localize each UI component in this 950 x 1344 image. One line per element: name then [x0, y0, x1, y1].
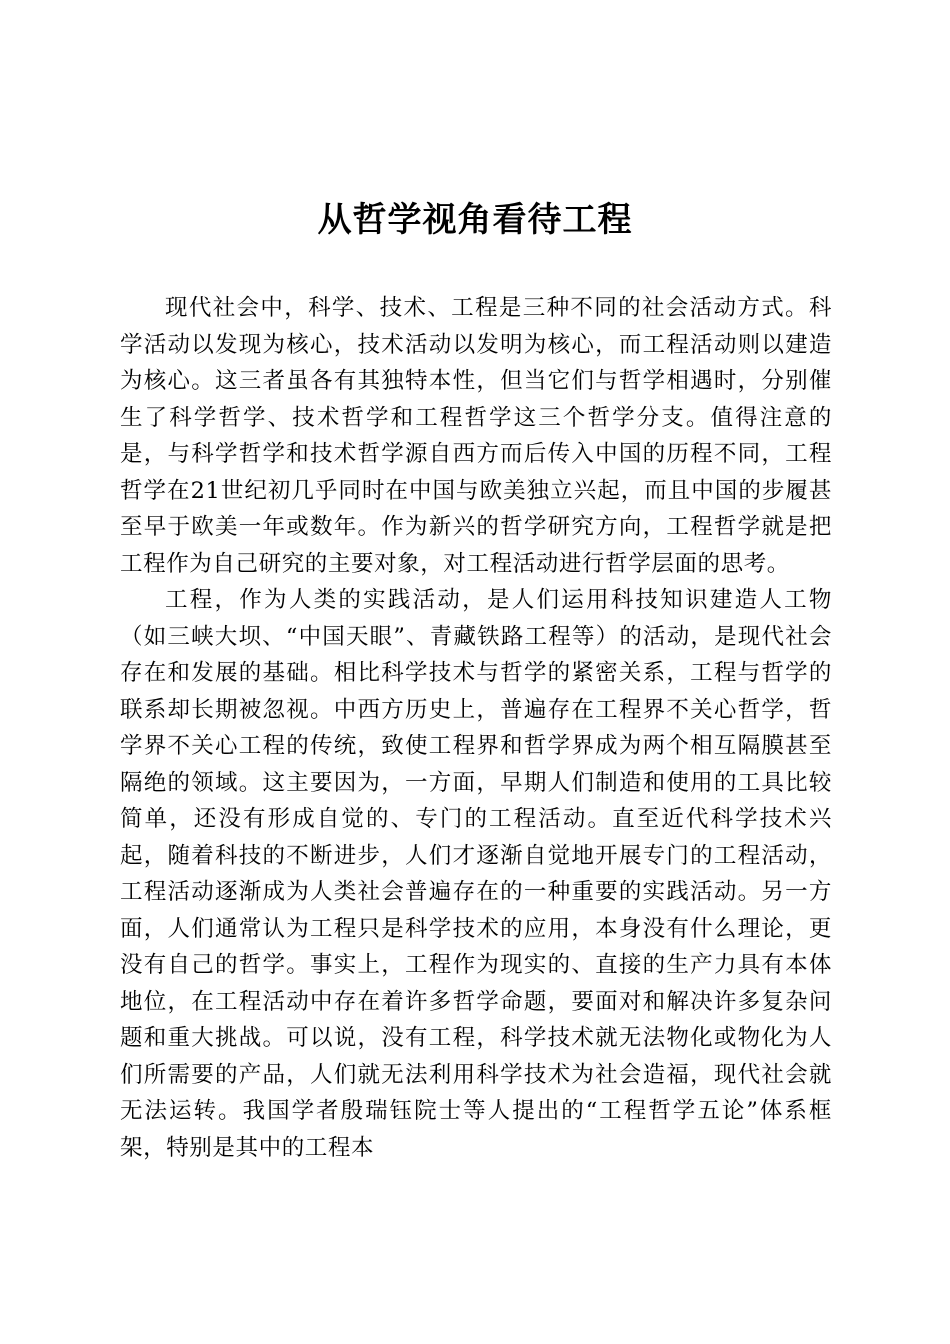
paragraph-1: 现代社会中，科学、技术、工程是三种不同的社会活动方式。科学活动以发现为核心，技术活动以发明为核心，而工程活动则以建造为核心。这三者虽各有其独特本性，但当它们与哲学相遇时，分别催生了科学哲学、技术哲学和工程哲学这三个哲学分支。值得注意的是，与科学哲学和技术哲学源自西方而后传入中国的历程不同，工程哲学在21世纪初几乎同时在中国与欧美独立兴起，而且中国的步履甚至早于欧美一年或数年。作为新兴的哲学研究方向，工程哲学就是把工程作为自己研究的主要对象，对工程活动进行哲学层面的思考。 [120, 295, 832, 577]
paragraph-2: 工程，作为人类的实践活动，是人们运用科技知识建造人工物（如三峡大坝、“中国天眼”、青藏铁路工程等）的活动，是现代社会存在和发展的基础。相比科学技术与哲学的紧密关系，工程与哲学的联系却长期被忽视。中西方历史上，普遍存在工程界不关心哲学，哲学界不关心工程的传统，致使工程界和哲学界成为两个相互隔膜甚至隔绝的领域。这主要因为，一方面，早期人们制造和使用的工具比较简单，还没有形成自觉的、专门的工程活动。直至近代科学技术兴起，随着科技的不断进步，人们才逐渐自觉地开展专门的工程活动，工程活动逐渐成为人类社会普遍存在的一种重要的实践活动。另一方面，人们通常认为工程只是科学技术的应用，本身没有什么理论，更没有自己的哲学。事实上，工程作为现实的、直接的生产力具有本体地位，在工程活动中存在着许多哲学命题，要面对和解决许多复杂问题和重大挑战。可以说，没有工程，科学技术就无法物化或物化为人们所需要的产品，人们就无法利用科学技术为社会造福，现代社会就无法运转。我国学者殷瑞钰院士等人提出的“工程哲学五论”体系框架，特别是其中的工程本 [120, 587, 832, 1161]
document-title: 从哲学视角看待工程 [317, 200, 633, 240]
document-body [120, 290, 832, 1166]
